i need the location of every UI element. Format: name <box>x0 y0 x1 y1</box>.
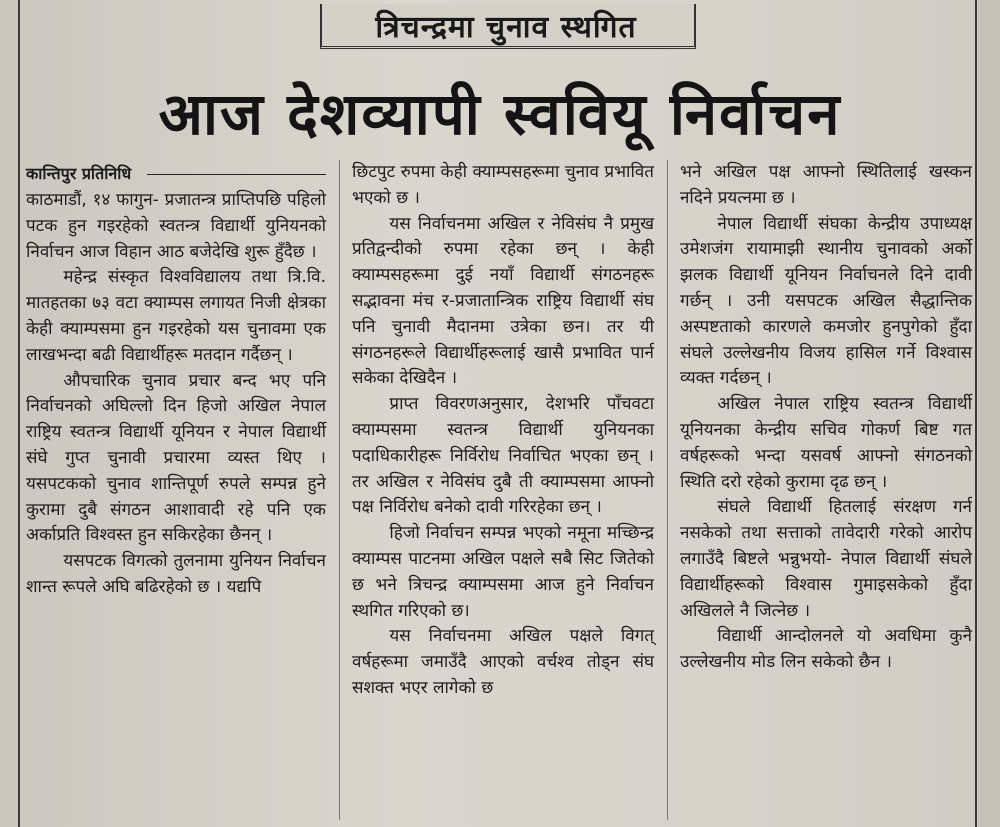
page-border-right <box>975 0 977 827</box>
byline: कान्तिपुर प्रतिनिधि <box>26 164 132 184</box>
paragraph: नेपाल विद्यार्थी संघका केन्द्रीय उपाध्यक्ष उमेशजंग रायामाझी स्थानीय चुनावको अर्को झलक विद्यार्थी यूनियन निर्वाचनले दिने दावी गर्छन् । उनी यसपटक अखिल सैद्धान्तिक अस्पष्टताको कारणले कमजोर हुनपुगेको हुँदा संघले उल्लेखनीय विजय हासिल गर्ने विश्वास व्यक्त गर्दछन् । <box>680 213 972 389</box>
paragraph: प्राप्त विवरणअनुसार, देशभरि पाँचवटा क्याम्पसमा स्वतन्त्र विद्यार्थी युनियनका पदाधिकारीहरू निर्विरोध निर्वाचित भएका छन् । तर अखिल र नेविसंघ दुबै ती क्याम्पसमा आफ्नो पक्ष निर्विरोध बनेको दावी गरिरहेका छन् । <box>352 394 654 518</box>
paragraph: औपचारिक चुनाव प्रचार बन्द भए पनि निर्वाचनको अघिल्लो दिन हिजो अखिल नेपाल राष्ट्रिय स्वतन्त्र विद्यार्थी यूनियन र नेपाल विद्यार्थी संघे गुप्त चुनावी प्रचारमा व्यस्त थिए । यसपटकको चुनाव शान्तिपूर्ण रुपले सम्पन्न हुने कुरामा दुबै संगठन आशावादी रहे पनि एक अर्काप्रति विश्वस्त हुन सकिरहेका छैनन् । <box>26 370 326 546</box>
paragraph: यस निर्वाचनमा अखिल पक्षले विगत् वर्षहरूमा जमाउँदै आएको वर्चश्व तोड्न संघ सशक्त भएर लागेको छ <box>352 626 654 698</box>
article-column-1 <box>26 160 326 601</box>
paragraph: महेन्द्र संस्कृत विश्वविद्यालय तथा त्रि.वि. मातहतका ७३ वटा क्याम्पस लगायत निजी क्षेत्रका केही क्याम्पसमा हुन गइरहेको यस चुनावमा एक लाखभन्दा बढी विद्यार्थीहरू मतदान गर्दैछन् । <box>26 267 326 365</box>
paragraph: भने अखिल पक्ष आफ्नो स्थितिलाई खस्कन नदिने प्रयत्नमा छ । <box>680 162 972 208</box>
paragraph: छिटपुट रुपमा केही क्याम्पसहरूमा चुनाव प्रभावित भएको छ । <box>352 162 654 208</box>
column-rule <box>339 160 340 820</box>
main-headline: आज देशव्यापी स्ववियू निर्वाचन <box>158 79 842 148</box>
paragraph: हिजो निर्वाचन सम्पन्न भएको नमूना मच्छिन्द्र क्याम्पस पाटनमा अखिल पक्षले सबै सिट जितेको छ भने त्रिचन्द्र क्याम्पसमा आज हुने निर्वाचन स्थगित गरिएको छ। <box>352 523 654 621</box>
article-column-3 <box>680 160 972 676</box>
byline-row <box>26 160 326 188</box>
paragraph: काठमाडौं, १४ फागुन- प्रजातन्त्र प्राप्तिपछि पहिलो पटक हुन गइरहेको स्वतन्त्र विद्यार्थी युनियनको निर्वाचन आज विहान आठ बजेदेखि शुरू हुँदैछ । <box>26 190 326 262</box>
column-rule <box>667 160 668 820</box>
adjacent-page-strip <box>978 0 1000 827</box>
paragraph: यस निर्वाचनमा अखिल र नेविसंघ नै प्रमुख प्रतिद्वन्दीको रुपमा रहेका छन् । केही क्याम्पसहरूमा दुई नयाँ विद्यार्थी संगठनहरू सद्भावना मंच र-प्रजातान्त्रिक राष्ट्रिय विद्यार्थी संघ पनि चुनावी मैदानमा उत्रेका छन। तर यी संगठनहरूले विद्यार्थीहरूलाई खासै प्रभावित पार्न सकेका देखिदैन । <box>352 213 654 389</box>
byline-rule <box>147 174 326 175</box>
paragraph: संघले विद्यार्थी हितलाई संरक्षण गर्न नसकेको तथा सत्ताको तावेदारी गरेको आरोप लगाउँदै बिष्टले भन्नुभयो- नेपाल विद्यार्थी संघले विद्यार्थीहरूको विश्वास गुमाइसकेको हुँदा अखिलले नै जित्नेछ । <box>680 497 972 621</box>
kicker-headline: त्रिचन्द्रमा चुनाव स्थगित <box>375 9 637 45</box>
page-border-left <box>18 0 20 827</box>
paragraph: अखिल नेपाल राष्ट्रिय स्वतन्त्र विद्यार्थी यूनियनका केन्द्रीय सचिव गोकर्ण बिष्ट गत वर्षहरूको भन्दा यसवर्ष आफ्नो संगठनको स्थिति दरो रहेको कुरामा दृढ छन् । <box>680 394 972 492</box>
paragraph: विद्यार्थी आन्दोलनले यो अवधिमा कुनै उल्लेखनीय मोड लिन सकेको छैन । <box>680 626 972 673</box>
article-column-2 <box>352 160 654 702</box>
paragraph: यसपटक विगत्को तुलनामा युनियन निर्वाचन शान्त रूपले अघि बढिरहेको छ । यद्यपि <box>26 551 326 597</box>
